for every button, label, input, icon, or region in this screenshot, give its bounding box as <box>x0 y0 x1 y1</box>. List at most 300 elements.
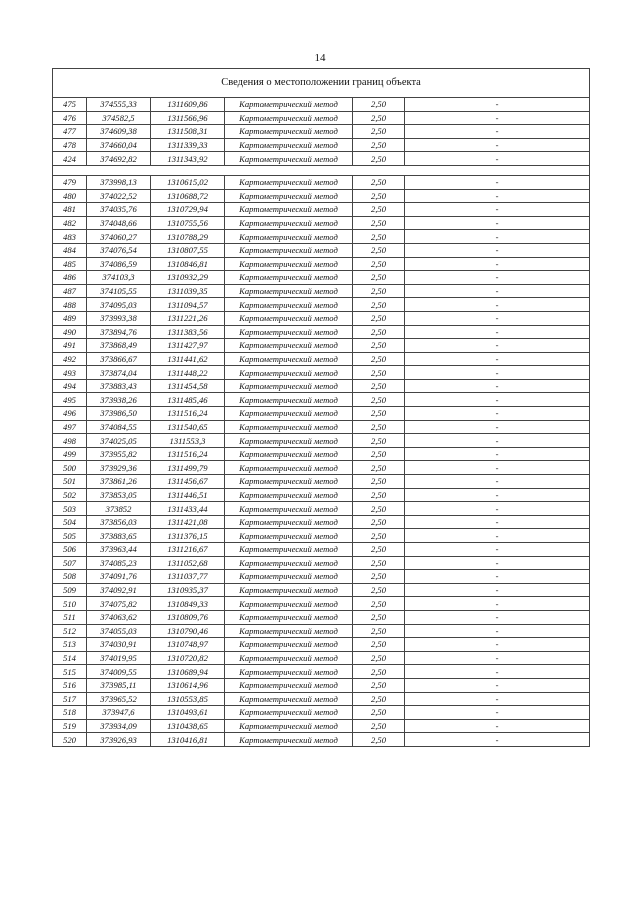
cell-coord-x: 374103,3 <box>87 271 151 285</box>
table-row <box>53 379 590 393</box>
cell-coord-x: 373934,09 <box>87 719 151 733</box>
cell-accuracy: 2,50 <box>353 271 405 285</box>
cell-coord-x: 373929,36 <box>87 461 151 475</box>
cell-accuracy: 2,50 <box>353 461 405 475</box>
table-row <box>53 692 590 706</box>
cell-method: Картометрический метод <box>225 189 353 203</box>
cell-description: - <box>405 475 590 489</box>
cell-point-number: 502 <box>53 488 87 502</box>
cell-point-number: 491 <box>53 339 87 353</box>
cell-description: - <box>405 379 590 393</box>
table-row <box>53 583 590 597</box>
cell-coord-y: 1310493,61 <box>151 706 225 720</box>
cell-method: Картометрический метод <box>225 125 353 139</box>
cell-point-number: 486 <box>53 271 87 285</box>
cell-point-number: 493 <box>53 366 87 380</box>
cell-coord-y: 1310720,82 <box>151 651 225 665</box>
cell-point-number: 515 <box>53 665 87 679</box>
cell-coord-y: 1310755,56 <box>151 216 225 230</box>
table-row <box>53 706 590 720</box>
cell-coord-x: 373938,26 <box>87 393 151 407</box>
cell-method: Картометрический метод <box>225 407 353 421</box>
cell-coord-y: 1311383,56 <box>151 325 225 339</box>
cell-description: - <box>405 502 590 516</box>
cell-coord-x: 374095,03 <box>87 298 151 312</box>
cell-method: Картометрический метод <box>225 243 353 257</box>
cell-coord-y: 1311339,33 <box>151 138 225 152</box>
cell-description: - <box>405 733 590 747</box>
cell-coord-x: 374022,52 <box>87 189 151 203</box>
cell-description: - <box>405 111 590 125</box>
table-row <box>53 257 590 271</box>
cell-description: - <box>405 543 590 557</box>
cell-accuracy: 2,50 <box>353 665 405 679</box>
cell-accuracy: 2,50 <box>353 407 405 421</box>
table-row <box>53 407 590 421</box>
cell-method: Картометрический метод <box>225 111 353 125</box>
cell-method: Картометрический метод <box>225 230 353 244</box>
cell-accuracy: 2,50 <box>353 216 405 230</box>
cell-accuracy: 2,50 <box>353 597 405 611</box>
table-row <box>53 393 590 407</box>
table-row <box>53 311 590 325</box>
cell-description: - <box>405 366 590 380</box>
cell-coord-y: 1311037,77 <box>151 570 225 584</box>
cell-point-number: 479 <box>53 175 87 189</box>
cell-description: - <box>405 529 590 543</box>
cell-coord-x: 374048,66 <box>87 216 151 230</box>
cell-description: - <box>405 447 590 461</box>
cell-coord-y: 1311499,79 <box>151 461 225 475</box>
cell-point-number: 507 <box>53 556 87 570</box>
cell-coord-x: 373874,04 <box>87 366 151 380</box>
cell-point-number: 518 <box>53 706 87 720</box>
cell-accuracy: 2,50 <box>353 610 405 624</box>
cell-coord-x: 374035,76 <box>87 203 151 217</box>
cell-point-number: 512 <box>53 624 87 638</box>
cell-description: - <box>405 610 590 624</box>
cell-point-number: 482 <box>53 216 87 230</box>
cell-coord-y: 1310688,72 <box>151 189 225 203</box>
cell-coord-x: 373955,82 <box>87 447 151 461</box>
cell-method: Картометрический метод <box>225 692 353 706</box>
boundary-coordinates-table <box>52 68 590 747</box>
cell-point-number: 514 <box>53 651 87 665</box>
cell-accuracy: 2,50 <box>353 111 405 125</box>
cell-method: Картометрический метод <box>225 610 353 624</box>
cell-accuracy: 2,50 <box>353 420 405 434</box>
cell-method: Картометрический метод <box>225 298 353 312</box>
cell-coord-x: 374084,55 <box>87 420 151 434</box>
cell-description: - <box>405 203 590 217</box>
table-row <box>53 638 590 652</box>
cell-description: - <box>405 583 590 597</box>
cell-coord-y: 1310932,29 <box>151 271 225 285</box>
cell-accuracy: 2,50 <box>353 175 405 189</box>
cell-point-number: 483 <box>53 230 87 244</box>
cell-method: Картометрический метод <box>225 152 353 166</box>
cell-description: - <box>405 125 590 139</box>
cell-coord-y: 1310729,94 <box>151 203 225 217</box>
cell-point-number: 496 <box>53 407 87 421</box>
cell-description: - <box>405 352 590 366</box>
cell-coord-x: 373868,49 <box>87 339 151 353</box>
cell-coord-x: 373856,03 <box>87 515 151 529</box>
table-row <box>53 230 590 244</box>
cell-point-number: 506 <box>53 543 87 557</box>
cell-coord-y: 1311456,67 <box>151 475 225 489</box>
cell-coord-y: 1311566,96 <box>151 111 225 125</box>
cell-method: Картометрический метод <box>225 488 353 502</box>
cell-accuracy: 2,50 <box>353 298 405 312</box>
cell-coord-x: 374582,5 <box>87 111 151 125</box>
cell-point-number: 424 <box>53 152 87 166</box>
cell-description: - <box>405 678 590 692</box>
cell-method: Картометрический метод <box>225 311 353 325</box>
table-row <box>53 352 590 366</box>
cell-coord-y: 1311094,57 <box>151 298 225 312</box>
cell-coord-y: 1311553,3 <box>151 434 225 448</box>
cell-method: Картометрический метод <box>225 556 353 570</box>
cell-method: Картометрический метод <box>225 98 353 112</box>
cell-point-number: 476 <box>53 111 87 125</box>
cell-point-number: 494 <box>53 379 87 393</box>
cell-point-number: 485 <box>53 257 87 271</box>
cell-accuracy: 2,50 <box>353 379 405 393</box>
cell-coord-y: 1311221,26 <box>151 311 225 325</box>
table-row <box>53 284 590 298</box>
cell-point-number: 511 <box>53 610 87 624</box>
cell-coord-y: 1310748,97 <box>151 638 225 652</box>
table-row <box>53 529 590 543</box>
table-row <box>53 570 590 584</box>
cell-coord-y: 1311485,46 <box>151 393 225 407</box>
table-row <box>53 111 590 125</box>
cell-coord-x: 373926,93 <box>87 733 151 747</box>
cell-coord-x: 374086,59 <box>87 257 151 271</box>
cell-coord-y: 1311516,24 <box>151 447 225 461</box>
cell-coord-x: 373861,26 <box>87 475 151 489</box>
cell-coord-y: 1311540,65 <box>151 420 225 434</box>
table-row <box>53 175 590 189</box>
cell-accuracy: 2,50 <box>353 203 405 217</box>
cell-coord-x: 373883,65 <box>87 529 151 543</box>
cell-accuracy: 2,50 <box>353 719 405 733</box>
table-row <box>53 651 590 665</box>
cell-coord-y: 1311343,92 <box>151 152 225 166</box>
cell-method: Картометрический метод <box>225 420 353 434</box>
table-row <box>53 502 590 516</box>
cell-description: - <box>405 189 590 203</box>
table-row <box>53 543 590 557</box>
cell-description: - <box>405 257 590 271</box>
cell-coord-x: 373947,6 <box>87 706 151 720</box>
cell-accuracy: 2,50 <box>353 311 405 325</box>
cell-coord-x: 374609,38 <box>87 125 151 139</box>
cell-description: - <box>405 420 590 434</box>
cell-description: - <box>405 325 590 339</box>
cell-coord-x: 374092,91 <box>87 583 151 597</box>
cell-accuracy: 2,50 <box>353 475 405 489</box>
cell-point-number: 492 <box>53 352 87 366</box>
cell-method: Картометрический метод <box>225 271 353 285</box>
cell-method: Картометрический метод <box>225 379 353 393</box>
cell-description: - <box>405 624 590 638</box>
cell-point-number: 516 <box>53 678 87 692</box>
cell-coord-x: 373852 <box>87 502 151 516</box>
table-row <box>53 420 590 434</box>
cell-accuracy: 2,50 <box>353 189 405 203</box>
cell-coord-y: 1311446,51 <box>151 488 225 502</box>
cell-coord-y: 1310416,81 <box>151 733 225 747</box>
cell-accuracy: 2,50 <box>353 393 405 407</box>
table-row <box>53 203 590 217</box>
cell-method: Картометрический метод <box>225 393 353 407</box>
cell-coord-y: 1310615,02 <box>151 175 225 189</box>
cell-point-number: 487 <box>53 284 87 298</box>
table-row <box>53 515 590 529</box>
table-row <box>53 475 590 489</box>
cell-coord-y: 1310614,96 <box>151 678 225 692</box>
cell-description: - <box>405 216 590 230</box>
table-row <box>53 624 590 638</box>
table-row <box>53 216 590 230</box>
cell-method: Картометрический метод <box>225 325 353 339</box>
table-row <box>53 243 590 257</box>
table-title: Сведения о местоположении границ объекта <box>53 69 590 98</box>
cell-description: - <box>405 651 590 665</box>
cell-accuracy: 2,50 <box>353 98 405 112</box>
table-row <box>53 189 590 203</box>
cell-accuracy: 2,50 <box>353 651 405 665</box>
cell-coord-y: 1311441,62 <box>151 352 225 366</box>
cell-description: - <box>405 556 590 570</box>
cell-accuracy: 2,50 <box>353 570 405 584</box>
cell-accuracy: 2,50 <box>353 733 405 747</box>
cell-coord-x: 374085,23 <box>87 556 151 570</box>
cell-description: - <box>405 298 590 312</box>
cell-coord-x: 373963,44 <box>87 543 151 557</box>
table-row <box>53 610 590 624</box>
cell-coord-y: 1310846,81 <box>151 257 225 271</box>
cell-point-number: 500 <box>53 461 87 475</box>
table-row <box>53 125 590 139</box>
cell-point-number: 488 <box>53 298 87 312</box>
cell-point-number: 505 <box>53 529 87 543</box>
cell-accuracy: 2,50 <box>353 152 405 166</box>
cell-coord-y: 1311433,44 <box>151 502 225 516</box>
cell-coord-y: 1311421,08 <box>151 515 225 529</box>
cell-method: Картометрический метод <box>225 638 353 652</box>
cell-coord-x: 374019,95 <box>87 651 151 665</box>
cell-accuracy: 2,50 <box>353 138 405 152</box>
cell-coord-x: 374055,03 <box>87 624 151 638</box>
cell-accuracy: 2,50 <box>353 325 405 339</box>
cell-point-number: 499 <box>53 447 87 461</box>
table-row <box>53 98 590 112</box>
group-separator <box>53 165 590 175</box>
cell-description: - <box>405 339 590 353</box>
cell-method: Картометрический метод <box>225 570 353 584</box>
cell-coord-y: 1311609,86 <box>151 98 225 112</box>
cell-accuracy: 2,50 <box>353 366 405 380</box>
cell-coord-x: 373993,38 <box>87 311 151 325</box>
table-row <box>53 339 590 353</box>
cell-method: Картометрический метод <box>225 665 353 679</box>
cell-method: Картометрический метод <box>225 203 353 217</box>
cell-description: - <box>405 719 590 733</box>
cell-point-number: 503 <box>53 502 87 516</box>
cell-method: Картометрический метод <box>225 366 353 380</box>
cell-method: Картометрический метод <box>225 651 353 665</box>
cell-method: Картометрический метод <box>225 475 353 489</box>
cell-description: - <box>405 706 590 720</box>
cell-description: - <box>405 175 590 189</box>
cell-method: Картометрический метод <box>225 733 353 747</box>
cell-method: Картометрический метод <box>225 284 353 298</box>
cell-point-number: 513 <box>53 638 87 652</box>
cell-method: Картометрический метод <box>225 352 353 366</box>
cell-accuracy: 2,50 <box>353 352 405 366</box>
cell-coord-y: 1310809,76 <box>151 610 225 624</box>
cell-accuracy: 2,50 <box>353 284 405 298</box>
cell-method: Картометрический метод <box>225 434 353 448</box>
cell-accuracy: 2,50 <box>353 488 405 502</box>
cell-coord-x: 374076,54 <box>87 243 151 257</box>
cell-description: - <box>405 138 590 152</box>
table-row <box>53 597 590 611</box>
cell-coord-y: 1310689,94 <box>151 665 225 679</box>
cell-point-number: 504 <box>53 515 87 529</box>
cell-accuracy: 2,50 <box>353 257 405 271</box>
cell-coord-x: 373965,52 <box>87 692 151 706</box>
cell-coord-y: 1311039,35 <box>151 284 225 298</box>
cell-coord-y: 1310438,65 <box>151 719 225 733</box>
cell-description: - <box>405 271 590 285</box>
cell-description: - <box>405 230 590 244</box>
cell-coord-x: 373998,13 <box>87 175 151 189</box>
cell-method: Картометрический метод <box>225 257 353 271</box>
cell-coord-y: 1311516,24 <box>151 407 225 421</box>
cell-description: - <box>405 152 590 166</box>
cell-accuracy: 2,50 <box>353 230 405 244</box>
cell-point-number: 495 <box>53 393 87 407</box>
table-row <box>53 298 590 312</box>
cell-point-number: 481 <box>53 203 87 217</box>
cell-accuracy: 2,50 <box>353 125 405 139</box>
cell-point-number: 480 <box>53 189 87 203</box>
table-row <box>53 461 590 475</box>
cell-point-number: 498 <box>53 434 87 448</box>
cell-method: Картометрический метод <box>225 515 353 529</box>
cell-point-number: 477 <box>53 125 87 139</box>
cell-coord-y: 1311427,97 <box>151 339 225 353</box>
cell-accuracy: 2,50 <box>353 434 405 448</box>
cell-method: Картометрический метод <box>225 624 353 638</box>
cell-coord-x: 374091,76 <box>87 570 151 584</box>
cell-coord-y: 1311454,58 <box>151 379 225 393</box>
cell-method: Картометрический метод <box>225 543 353 557</box>
cell-coord-x: 373985,11 <box>87 678 151 692</box>
cell-point-number: 501 <box>53 475 87 489</box>
cell-point-number: 517 <box>53 692 87 706</box>
cell-coord-x: 374060,27 <box>87 230 151 244</box>
cell-point-number: 520 <box>53 733 87 747</box>
cell-description: - <box>405 407 590 421</box>
cell-accuracy: 2,50 <box>353 543 405 557</box>
cell-accuracy: 2,50 <box>353 243 405 257</box>
cell-accuracy: 2,50 <box>353 624 405 638</box>
cell-coord-x: 374025,05 <box>87 434 151 448</box>
cell-point-number: 484 <box>53 243 87 257</box>
cell-description: - <box>405 597 590 611</box>
cell-coord-x: 374063,62 <box>87 610 151 624</box>
table-row <box>53 325 590 339</box>
cell-coord-x: 374009,55 <box>87 665 151 679</box>
cell-accuracy: 2,50 <box>353 678 405 692</box>
cell-coord-x: 373853,05 <box>87 488 151 502</box>
cell-method: Картометрический метод <box>225 502 353 516</box>
table-row <box>53 434 590 448</box>
cell-coord-x: 373986,50 <box>87 407 151 421</box>
cell-method: Картометрический метод <box>225 583 353 597</box>
cell-coord-y: 1310553,85 <box>151 692 225 706</box>
cell-point-number: 489 <box>53 311 87 325</box>
group-separator-row <box>53 165 590 175</box>
cell-point-number: 475 <box>53 98 87 112</box>
table-row <box>53 366 590 380</box>
cell-method: Картометрический метод <box>225 597 353 611</box>
page-number: 14 <box>314 52 326 64</box>
cell-coord-y: 1310849,33 <box>151 597 225 611</box>
cell-method: Картометрический метод <box>225 339 353 353</box>
cell-point-number: 478 <box>53 138 87 152</box>
cell-coord-y: 1310807,55 <box>151 243 225 257</box>
cell-method: Картометрический метод <box>225 529 353 543</box>
cell-point-number: 509 <box>53 583 87 597</box>
cell-accuracy: 2,50 <box>353 515 405 529</box>
cell-coord-x: 373883,43 <box>87 379 151 393</box>
cell-method: Картометрический метод <box>225 447 353 461</box>
cell-description: - <box>405 98 590 112</box>
cell-accuracy: 2,50 <box>353 638 405 652</box>
cell-coord-y: 1311376,15 <box>151 529 225 543</box>
cell-coord-x: 374692,82 <box>87 152 151 166</box>
cell-accuracy: 2,50 <box>353 447 405 461</box>
cell-accuracy: 2,50 <box>353 583 405 597</box>
cell-point-number: 490 <box>53 325 87 339</box>
table-row <box>53 488 590 502</box>
cell-method: Картометрический метод <box>225 138 353 152</box>
cell-description: - <box>405 570 590 584</box>
cell-coord-y: 1311508,31 <box>151 125 225 139</box>
cell-coord-x: 373866,67 <box>87 352 151 366</box>
cell-description: - <box>405 461 590 475</box>
cell-method: Картометрический метод <box>225 719 353 733</box>
table-title-row <box>53 69 590 98</box>
cell-coord-y: 1310788,29 <box>151 230 225 244</box>
cell-description: - <box>405 515 590 529</box>
cell-description: - <box>405 393 590 407</box>
cell-accuracy: 2,50 <box>353 556 405 570</box>
cell-method: Картометрический метод <box>225 175 353 189</box>
cell-method: Картометрический метод <box>225 706 353 720</box>
cell-point-number: 510 <box>53 597 87 611</box>
table-row <box>53 447 590 461</box>
cell-accuracy: 2,50 <box>353 706 405 720</box>
table-row <box>53 678 590 692</box>
cell-coord-x: 373894,76 <box>87 325 151 339</box>
